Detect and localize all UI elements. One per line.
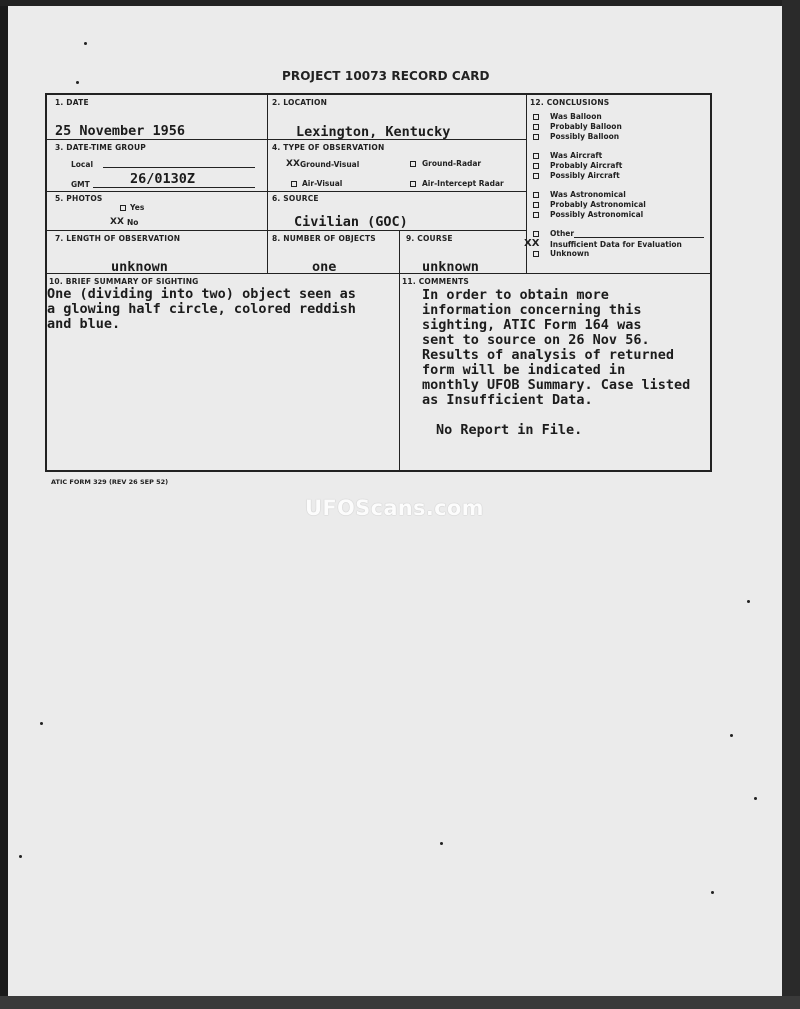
comments-line-4: sent to source on 26 Nov 56. — [422, 332, 650, 348]
option-insufficient-data: Insufficient Data for Evaluation — [550, 240, 682, 249]
other-line — [574, 237, 704, 238]
observation-type-label: 4. TYPE OF OBSERVATION — [272, 143, 385, 152]
insufficient-data-mark: XX — [524, 238, 540, 249]
checkbox-probably-astronomical[interactable] — [533, 202, 539, 208]
course-value: unknown — [422, 259, 479, 275]
scan-speck — [754, 797, 757, 800]
option-possibly-balloon: Possibly Balloon — [550, 132, 620, 141]
scan-speck — [747, 600, 750, 603]
option-air-intercept: Air-Intercept Radar — [422, 179, 504, 188]
comments-line-7: monthly UFOB Summary. Case listed — [422, 377, 691, 393]
option-air-visual: Air-Visual — [302, 179, 343, 188]
date-value: 25 November 1956 — [55, 123, 186, 139]
checkbox-air-intercept[interactable] — [410, 181, 416, 187]
comments-line-1: In order to obtain more — [422, 287, 609, 303]
record-card-page — [8, 6, 782, 996]
option-was-aircraft: Was Aircraft — [550, 151, 603, 160]
local-line — [103, 167, 255, 168]
photos-no-mark: XX — [110, 217, 124, 227]
scan-speck — [40, 722, 43, 725]
card-title: PROJECT 10073 RECORD CARD — [282, 69, 490, 83]
ground-visual-mark: XX — [286, 159, 300, 169]
checkbox-unknown[interactable] — [533, 251, 539, 257]
scan-speck — [711, 891, 714, 894]
comments-line-2: information concerning this — [422, 302, 642, 318]
scan-border-right — [782, 0, 800, 1009]
divider-v3 — [399, 230, 400, 472]
checkbox-possibly-astronomical[interactable] — [533, 212, 539, 218]
scan-speck — [730, 734, 733, 737]
checkbox-photos-yes[interactable] — [120, 205, 126, 211]
checkbox-possibly-aircraft[interactable] — [533, 173, 539, 179]
checkbox-was-astronomical[interactable] — [533, 192, 539, 198]
summary-line-1: One (dividing into two) object seen as — [47, 286, 356, 302]
scan-speck — [440, 842, 443, 845]
option-was-astronomical: Was Astronomical — [550, 190, 626, 199]
comments-label: 11. COMMENTS — [402, 277, 470, 286]
conclusions-label: 12. CONCLUSIONS — [530, 98, 610, 107]
option-ground-radar: Ground-Radar — [422, 159, 482, 168]
summary-label: 10. BRIEF SUMMARY OF SIGHTING — [49, 277, 199, 286]
option-other: Other — [550, 229, 575, 238]
option-ground-visual: Ground-Visual — [300, 160, 360, 169]
option-possibly-astronomical: Possibly Astronomical — [550, 210, 644, 219]
length-label: 7. LENGTH OF OBSERVATION — [55, 234, 181, 243]
source-value: Civilian (GOC) — [294, 214, 408, 230]
option-photos-yes: Yes — [130, 203, 145, 212]
option-possibly-aircraft: Possibly Aircraft — [550, 171, 620, 180]
comments-line-6: form will be indicated in — [422, 362, 626, 378]
comments-note: No Report in File. — [436, 422, 583, 438]
location-value: Lexington, Kentucky — [296, 124, 451, 140]
option-probably-balloon: Probably Balloon — [550, 122, 622, 131]
comments-line-8: as Insufficient Data. — [422, 392, 593, 408]
summary-line-2: a glowing half circle, colored reddish — [47, 301, 356, 317]
option-unknown: Unknown — [550, 249, 590, 258]
num-objects-label: 8. NUMBER OF OBJECTS — [272, 234, 376, 243]
checkbox-was-aircraft[interactable] — [533, 153, 539, 159]
gmt-line — [93, 187, 255, 188]
scan-speck — [76, 81, 79, 84]
form-id: ATIC FORM 329 (REV 26 SEP 52) — [51, 478, 169, 486]
local-label: Local — [71, 160, 94, 169]
date-label: 1. DATE — [55, 98, 89, 107]
checkbox-was-balloon[interactable] — [533, 114, 539, 120]
gmt-label: GMT — [71, 180, 90, 189]
option-probably-astronomical: Probably Astronomical — [550, 200, 646, 209]
summary-line-3: and blue. — [47, 316, 121, 332]
checkbox-ground-radar[interactable] — [410, 161, 416, 167]
option-probably-aircraft: Probably Aircraft — [550, 161, 623, 170]
source-label: 6. SOURCE — [272, 194, 319, 203]
comments-line-3: sighting, ATIC Form 164 was — [422, 317, 642, 333]
checkbox-possibly-balloon[interactable] — [533, 134, 539, 140]
course-label: 9. COURSE — [406, 234, 453, 243]
checkbox-probably-aircraft[interactable] — [533, 163, 539, 169]
divider-h3 — [45, 230, 526, 231]
checkbox-probably-balloon[interactable] — [533, 124, 539, 130]
checkbox-other[interactable] — [533, 231, 539, 237]
photos-label: 5. PHOTOS — [55, 194, 103, 203]
gmt-value: 26/0130Z — [130, 171, 196, 187]
scan-speck — [84, 42, 87, 45]
comments-line-5: Results of analysis of returned — [422, 347, 674, 363]
divider-h1 — [45, 139, 526, 140]
checkbox-air-visual[interactable] — [291, 181, 297, 187]
option-photos-no: No — [127, 218, 139, 227]
num-objects-value: one — [312, 259, 337, 275]
divider-v1 — [267, 93, 268, 273]
watermark-text: UFOScans.com — [305, 496, 484, 520]
option-was-balloon: Was Balloon — [550, 112, 602, 121]
divider-h2 — [45, 191, 526, 192]
scan-speck — [19, 855, 22, 858]
location-label: 2. LOCATION — [272, 98, 328, 107]
length-value: unknown — [111, 259, 168, 275]
datetime-label: 3. DATE-TIME GROUP — [55, 143, 146, 152]
scan-border-bottom — [0, 996, 800, 1009]
